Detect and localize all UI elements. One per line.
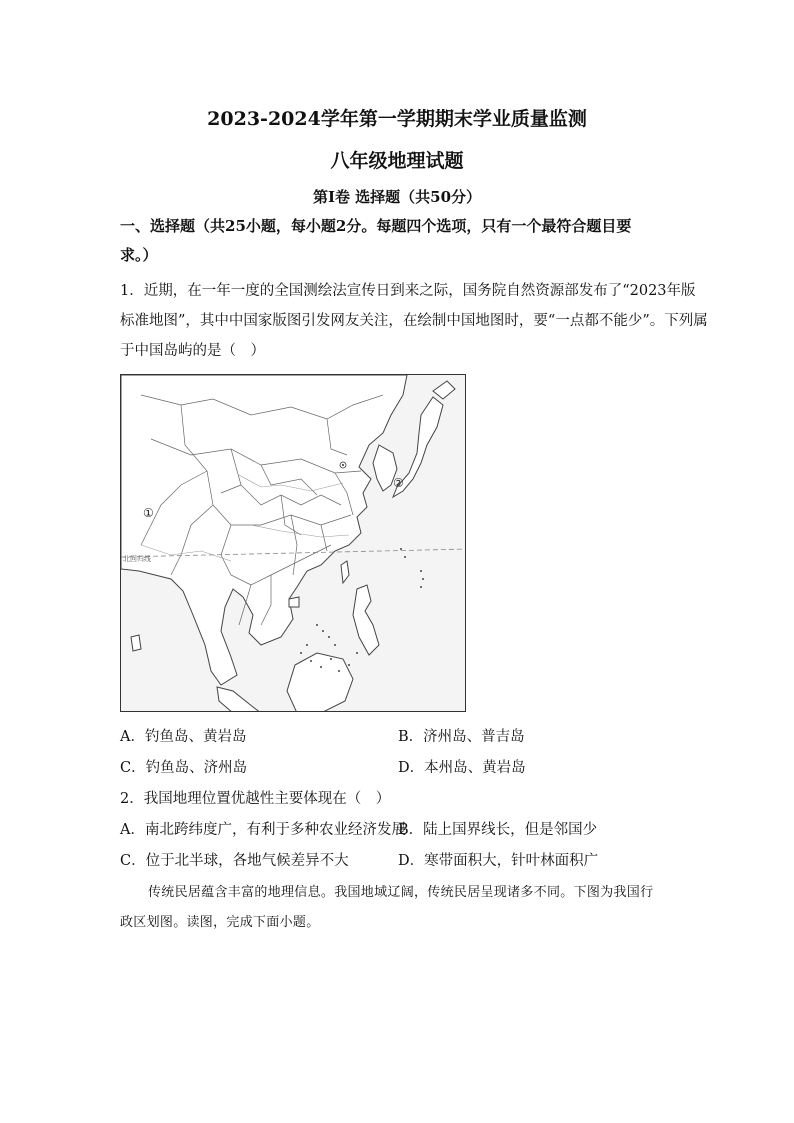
passage-line-1: 传统民居蕴含丰富的地理信息。我国地域辽阔，传统民居呈现诸多不同。下图为我国行 [148, 885, 654, 900]
tropic-label: 北回归线 [123, 555, 151, 563]
question-1-option-b: B．济州岛、普吉岛 [398, 729, 525, 745]
question-1-option-d: D．本州岛、黄岩岛 [398, 760, 526, 776]
exam-subtitle: 八年级地理试题 [330, 150, 464, 172]
question-1-option-c: C．钓鱼岛、济州岛 [120, 760, 248, 776]
question-2-option-c: C．位于北半球，各地气候差异不大 [120, 853, 349, 869]
question-2-option-d: D．寒带面积大，针叶林面积广 [398, 853, 599, 869]
hainan-island [289, 597, 299, 607]
asia-map-figure [120, 374, 466, 712]
map-marker-2: ② [393, 476, 404, 490]
question-2-stem: 2．我国地理位置优越性主要体现在（ ） [120, 791, 391, 807]
question-2-option-a: A．南北跨纬度广，有利于多种农业经济发展 [120, 822, 406, 838]
instructions-line-2: 求。） [120, 246, 158, 264]
section-title: 第Ⅰ卷 选择题（共50分） [312, 188, 482, 206]
map-marker-1: ① [143, 506, 154, 520]
question-1-option-a: A．钓鱼岛、黄岩岛 [120, 729, 247, 745]
exam-title: 2023-2024学年第一学期期末学业质量监测 [207, 108, 587, 130]
sri-lanka-island [131, 635, 141, 651]
question-1-line-2: 标准地图”，其中中国家版图引发网友关注，在绘制中国地图时，要“一点都不能少”。下列属 [120, 313, 708, 329]
question-2-option-b: B．陆上国界线长，但是邻国少 [398, 822, 598, 838]
passage-line-2: 政区划图。读图，完成下面小题。 [120, 915, 320, 930]
instructions-line-1: 一、选择题（共25小题，每小题2分。每题四个选项，只有一个最符合题目要 [120, 217, 632, 235]
question-1-line-3: 于中国岛屿的是（ ） [120, 343, 265, 359]
question-1-line-1: 1．近期，在一年一度的全国测绘法宣传日到来之际，国务院自然资源部发布了“2023年版 [120, 283, 696, 299]
